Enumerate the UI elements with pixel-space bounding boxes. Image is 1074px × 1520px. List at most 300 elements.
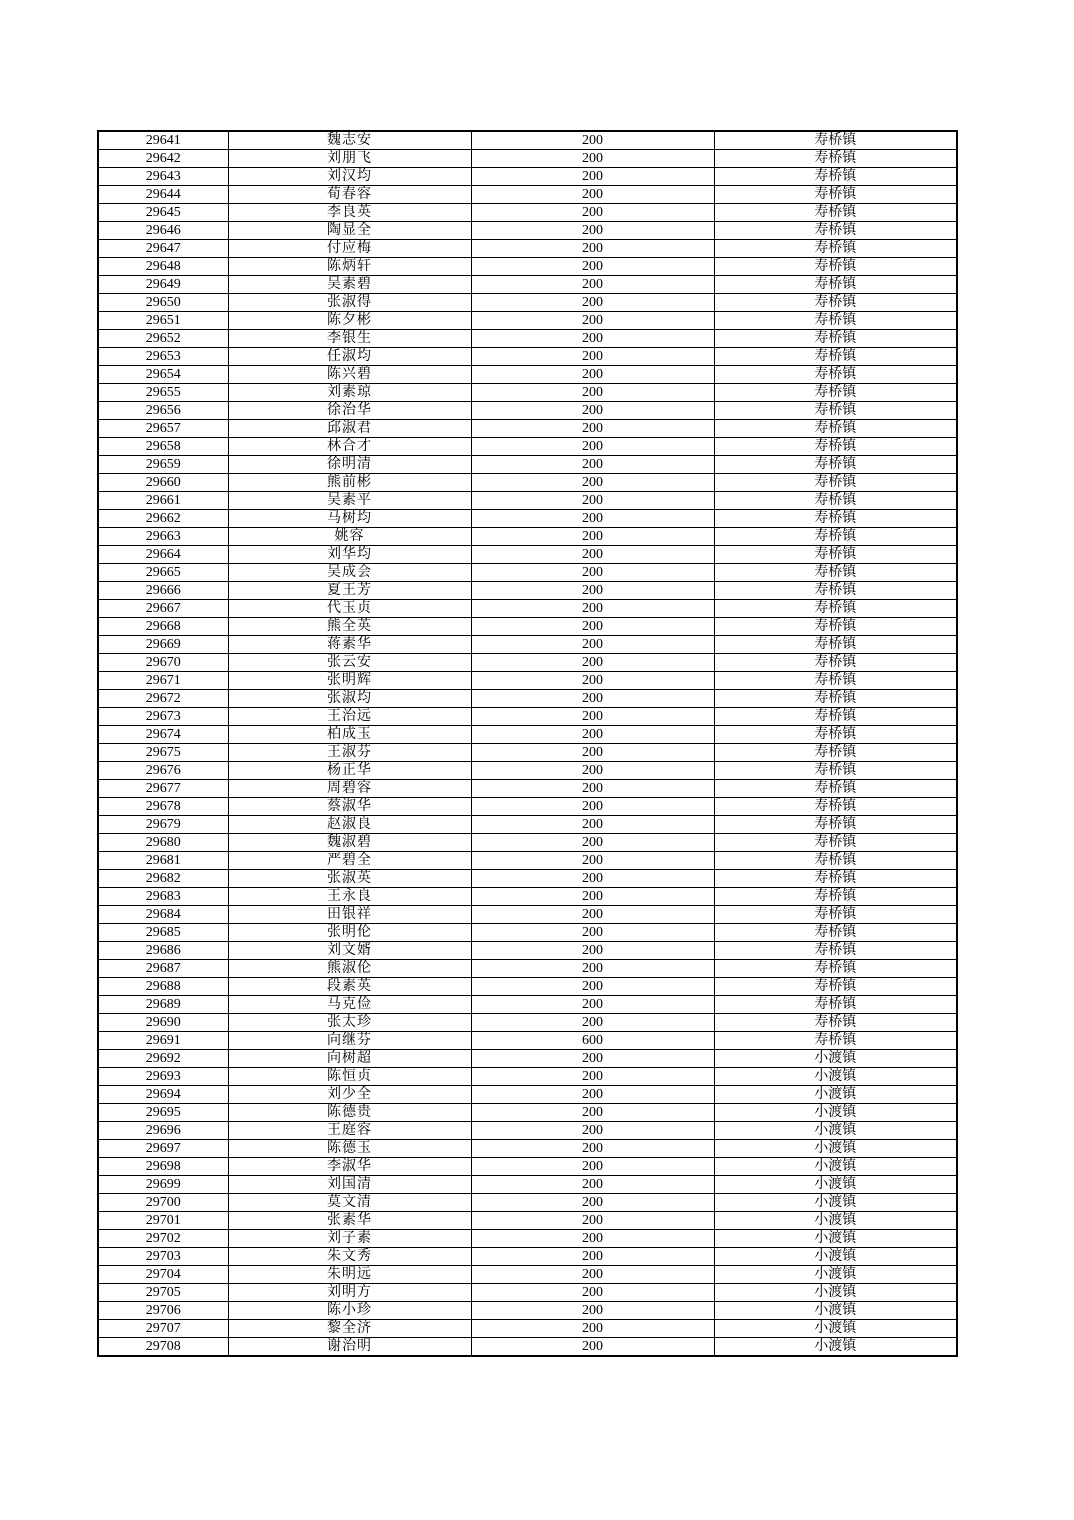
name-cell: 张太珍 [228, 1014, 471, 1032]
id-cell: 29697 [98, 1140, 228, 1158]
town-cell: 寿桥镇 [714, 600, 957, 618]
town-cell: 寿桥镇 [714, 708, 957, 726]
table-row [98, 1104, 957, 1122]
table-row [98, 1338, 957, 1357]
town-cell: 寿桥镇 [714, 1014, 957, 1032]
id-cell: 29676 [98, 762, 228, 780]
name-cell: 严碧全 [228, 852, 471, 870]
amount-cell: 200 [471, 528, 714, 546]
town-cell: 寿桥镇 [714, 186, 957, 204]
id-cell: 29700 [98, 1194, 228, 1212]
amount-cell: 200 [471, 1014, 714, 1032]
amount-cell: 200 [471, 384, 714, 402]
table-row [98, 204, 957, 222]
amount-cell: 200 [471, 672, 714, 690]
id-cell: 29703 [98, 1248, 228, 1266]
table-row [98, 960, 957, 978]
town-cell: 寿桥镇 [714, 960, 957, 978]
name-cell: 陈德贵 [228, 1104, 471, 1122]
table-row [98, 402, 957, 420]
id-cell: 29653 [98, 348, 228, 366]
town-cell: 寿桥镇 [714, 294, 957, 312]
id-cell: 29641 [98, 131, 228, 150]
amount-cell: 200 [471, 168, 714, 186]
table-row [98, 168, 957, 186]
amount-cell: 200 [471, 996, 714, 1014]
id-cell: 29644 [98, 186, 228, 204]
table-row [98, 1122, 957, 1140]
table-row [98, 1014, 957, 1032]
id-cell: 29675 [98, 744, 228, 762]
table-row [98, 690, 957, 708]
name-cell: 朱文秀 [228, 1248, 471, 1266]
name-cell: 吴素碧 [228, 276, 471, 294]
name-cell: 张淑均 [228, 690, 471, 708]
name-cell: 陈炳轩 [228, 258, 471, 276]
town-cell: 小渡镇 [714, 1230, 957, 1248]
amount-cell: 200 [471, 546, 714, 564]
amount-cell: 200 [471, 1338, 714, 1357]
town-cell: 小渡镇 [714, 1086, 957, 1104]
amount-cell: 200 [471, 1230, 714, 1248]
id-cell: 29659 [98, 456, 228, 474]
id-cell: 29656 [98, 402, 228, 420]
amount-cell: 200 [471, 204, 714, 222]
town-cell: 寿桥镇 [714, 384, 957, 402]
id-cell: 29660 [98, 474, 228, 492]
name-cell: 田银祥 [228, 906, 471, 924]
town-cell: 寿桥镇 [714, 672, 957, 690]
id-cell: 29707 [98, 1320, 228, 1338]
table-row [98, 726, 957, 744]
table-row [98, 852, 957, 870]
town-cell: 寿桥镇 [714, 402, 957, 420]
table-row [98, 1086, 957, 1104]
table-row [98, 1140, 957, 1158]
amount-cell: 200 [471, 1212, 714, 1230]
name-cell: 王永良 [228, 888, 471, 906]
name-cell: 付应梅 [228, 240, 471, 258]
table-row [98, 1032, 957, 1050]
id-cell: 29657 [98, 420, 228, 438]
amount-cell: 200 [471, 240, 714, 258]
town-cell: 寿桥镇 [714, 168, 957, 186]
amount-cell: 200 [471, 600, 714, 618]
name-cell: 张明辉 [228, 672, 471, 690]
name-cell: 刘文婿 [228, 942, 471, 960]
table-row [98, 1284, 957, 1302]
name-cell: 陈恒贞 [228, 1068, 471, 1086]
town-cell: 寿桥镇 [714, 870, 957, 888]
id-cell: 29654 [98, 366, 228, 384]
town-cell: 寿桥镇 [714, 564, 957, 582]
id-cell: 29705 [98, 1284, 228, 1302]
amount-cell: 200 [471, 654, 714, 672]
table-row [98, 600, 957, 618]
id-cell: 29708 [98, 1338, 228, 1357]
table-row [98, 186, 957, 204]
id-cell: 29665 [98, 564, 228, 582]
amount-cell: 200 [471, 1122, 714, 1140]
name-cell: 张云安 [228, 654, 471, 672]
town-cell: 寿桥镇 [714, 131, 957, 150]
amount-cell: 200 [471, 492, 714, 510]
name-cell: 陈兴碧 [228, 366, 471, 384]
table-row [98, 816, 957, 834]
name-cell: 马克俭 [228, 996, 471, 1014]
id-cell: 29682 [98, 870, 228, 888]
town-cell: 寿桥镇 [714, 978, 957, 996]
amount-cell: 200 [471, 780, 714, 798]
table-row [98, 1212, 957, 1230]
town-cell: 寿桥镇 [714, 816, 957, 834]
town-cell: 寿桥镇 [714, 276, 957, 294]
table-row [98, 348, 957, 366]
town-cell: 寿桥镇 [714, 240, 957, 258]
id-cell: 29650 [98, 294, 228, 312]
town-cell: 寿桥镇 [714, 420, 957, 438]
town-cell: 寿桥镇 [714, 582, 957, 600]
amount-cell: 200 [471, 186, 714, 204]
id-cell: 29649 [98, 276, 228, 294]
id-cell: 29651 [98, 312, 228, 330]
name-cell: 刘子素 [228, 1230, 471, 1248]
name-cell: 任淑均 [228, 348, 471, 366]
town-cell: 寿桥镇 [714, 474, 957, 492]
amount-cell: 200 [471, 798, 714, 816]
id-cell: 29689 [98, 996, 228, 1014]
town-cell: 寿桥镇 [714, 222, 957, 240]
town-cell: 小渡镇 [714, 1320, 957, 1338]
id-cell: 29704 [98, 1266, 228, 1284]
id-cell: 29662 [98, 510, 228, 528]
table-row [98, 564, 957, 582]
town-cell: 寿桥镇 [714, 204, 957, 222]
table-row [98, 276, 957, 294]
id-cell: 29684 [98, 906, 228, 924]
name-cell: 王治远 [228, 708, 471, 726]
amount-cell: 200 [471, 312, 714, 330]
id-cell: 29667 [98, 600, 228, 618]
amount-cell: 200 [471, 420, 714, 438]
town-cell: 寿桥镇 [714, 942, 957, 960]
table-row [98, 654, 957, 672]
table-row [98, 708, 957, 726]
table-row [98, 834, 957, 852]
amount-cell: 200 [471, 744, 714, 762]
name-cell: 徐治华 [228, 402, 471, 420]
id-cell: 29706 [98, 1302, 228, 1320]
table-row [98, 312, 957, 330]
town-cell: 小渡镇 [714, 1050, 957, 1068]
amount-cell: 200 [471, 618, 714, 636]
table-row [98, 492, 957, 510]
town-cell: 寿桥镇 [714, 834, 957, 852]
town-cell: 小渡镇 [714, 1194, 957, 1212]
name-cell: 李良英 [228, 204, 471, 222]
name-cell: 张明伦 [228, 924, 471, 942]
name-cell: 周碧容 [228, 780, 471, 798]
name-cell: 刘国清 [228, 1176, 471, 1194]
amount-cell: 200 [471, 348, 714, 366]
town-cell: 寿桥镇 [714, 924, 957, 942]
table-row [98, 762, 957, 780]
name-cell: 代玉贞 [228, 600, 471, 618]
table-row [98, 996, 957, 1014]
table-row [98, 798, 957, 816]
amount-cell: 200 [471, 294, 714, 312]
table-row [98, 546, 957, 564]
name-cell: 杨正华 [228, 762, 471, 780]
table-row [98, 222, 957, 240]
table-body [98, 131, 957, 1356]
table-row [98, 258, 957, 276]
amount-cell: 200 [471, 834, 714, 852]
id-cell: 29691 [98, 1032, 228, 1050]
id-cell: 29642 [98, 150, 228, 168]
amount-cell: 200 [471, 150, 714, 168]
name-cell: 熊淑伦 [228, 960, 471, 978]
town-cell: 寿桥镇 [714, 492, 957, 510]
name-cell: 向继芬 [228, 1032, 471, 1050]
record-table [97, 130, 958, 1357]
table-row [98, 1302, 957, 1320]
table-row [98, 978, 957, 996]
id-cell: 29643 [98, 168, 228, 186]
table-row [98, 942, 957, 960]
amount-cell: 200 [471, 258, 714, 276]
id-cell: 29669 [98, 636, 228, 654]
id-cell: 29686 [98, 942, 228, 960]
table-row [98, 888, 957, 906]
id-cell: 29648 [98, 258, 228, 276]
amount-cell: 200 [471, 978, 714, 996]
amount-cell: 200 [471, 1050, 714, 1068]
name-cell: 陈德玉 [228, 1140, 471, 1158]
name-cell: 刘少全 [228, 1086, 471, 1104]
name-cell: 王庭容 [228, 1122, 471, 1140]
town-cell: 小渡镇 [714, 1266, 957, 1284]
town-cell: 小渡镇 [714, 1284, 957, 1302]
table-row [98, 1158, 957, 1176]
id-cell: 29685 [98, 924, 228, 942]
town-cell: 寿桥镇 [714, 348, 957, 366]
name-cell: 张素华 [228, 1212, 471, 1230]
id-cell: 29677 [98, 780, 228, 798]
name-cell: 王淑芬 [228, 744, 471, 762]
table-row [98, 330, 957, 348]
name-cell: 蒋素华 [228, 636, 471, 654]
table-row [98, 510, 957, 528]
name-cell: 徐明清 [228, 456, 471, 474]
name-cell: 谢治明 [228, 1338, 471, 1357]
amount-cell: 200 [471, 1194, 714, 1212]
id-cell: 29695 [98, 1104, 228, 1122]
table-row [98, 906, 957, 924]
town-cell: 寿桥镇 [714, 690, 957, 708]
amount-cell: 200 [471, 906, 714, 924]
name-cell: 张淑得 [228, 294, 471, 312]
table-row [98, 636, 957, 654]
amount-cell: 200 [471, 1248, 714, 1266]
amount-cell: 200 [471, 366, 714, 384]
amount-cell: 200 [471, 942, 714, 960]
id-cell: 29646 [98, 222, 228, 240]
amount-cell: 200 [471, 960, 714, 978]
table-row [98, 1068, 957, 1086]
amount-cell: 200 [471, 636, 714, 654]
name-cell: 陈夕彬 [228, 312, 471, 330]
town-cell: 小渡镇 [714, 1068, 957, 1086]
amount-cell: 200 [471, 582, 714, 600]
amount-cell: 200 [471, 1302, 714, 1320]
name-cell: 刘汉均 [228, 168, 471, 186]
name-cell: 荀春容 [228, 186, 471, 204]
town-cell: 寿桥镇 [714, 150, 957, 168]
table-row [98, 438, 957, 456]
id-cell: 29679 [98, 816, 228, 834]
id-cell: 29683 [98, 888, 228, 906]
name-cell: 熊前彬 [228, 474, 471, 492]
name-cell: 张淑英 [228, 870, 471, 888]
id-cell: 29681 [98, 852, 228, 870]
town-cell: 寿桥镇 [714, 528, 957, 546]
id-cell: 29674 [98, 726, 228, 744]
name-cell: 朱明远 [228, 1266, 471, 1284]
name-cell: 马树均 [228, 510, 471, 528]
amount-cell: 200 [471, 510, 714, 528]
id-cell: 29688 [98, 978, 228, 996]
id-cell: 29664 [98, 546, 228, 564]
name-cell: 魏志安 [228, 131, 471, 150]
id-cell: 29693 [98, 1068, 228, 1086]
town-cell: 寿桥镇 [714, 330, 957, 348]
town-cell: 寿桥镇 [714, 798, 957, 816]
amount-cell: 200 [471, 816, 714, 834]
amount-cell: 200 [471, 1320, 714, 1338]
table-row [98, 456, 957, 474]
name-cell: 蔡淑华 [228, 798, 471, 816]
town-cell: 小渡镇 [714, 1212, 957, 1230]
town-cell: 寿桥镇 [714, 888, 957, 906]
town-cell: 寿桥镇 [714, 780, 957, 798]
name-cell: 夏王芳 [228, 582, 471, 600]
table-row [98, 1230, 957, 1248]
id-cell: 29701 [98, 1212, 228, 1230]
id-cell: 29671 [98, 672, 228, 690]
town-cell: 寿桥镇 [714, 312, 957, 330]
town-cell: 寿桥镇 [714, 996, 957, 1014]
town-cell: 小渡镇 [714, 1302, 957, 1320]
town-cell: 寿桥镇 [714, 726, 957, 744]
town-cell: 寿桥镇 [714, 438, 957, 456]
name-cell: 李银生 [228, 330, 471, 348]
town-cell: 寿桥镇 [714, 1032, 957, 1050]
name-cell: 刘明方 [228, 1284, 471, 1302]
name-cell: 赵淑良 [228, 816, 471, 834]
id-cell: 29699 [98, 1176, 228, 1194]
id-cell: 29694 [98, 1086, 228, 1104]
id-cell: 29658 [98, 438, 228, 456]
amount-cell: 200 [471, 852, 714, 870]
amount-cell: 200 [471, 276, 714, 294]
id-cell: 29655 [98, 384, 228, 402]
table-row [98, 1320, 957, 1338]
id-cell: 29663 [98, 528, 228, 546]
table-row [98, 240, 957, 258]
table-row [98, 1266, 957, 1284]
id-cell: 29668 [98, 618, 228, 636]
name-cell: 段素英 [228, 978, 471, 996]
amount-cell: 200 [471, 1140, 714, 1158]
amount-cell: 200 [471, 438, 714, 456]
town-cell: 小渡镇 [714, 1104, 957, 1122]
id-cell: 29687 [98, 960, 228, 978]
name-cell: 熊全英 [228, 618, 471, 636]
table-row [98, 294, 957, 312]
name-cell: 陶显全 [228, 222, 471, 240]
amount-cell: 200 [471, 1086, 714, 1104]
id-cell: 29692 [98, 1050, 228, 1068]
id-cell: 29678 [98, 798, 228, 816]
amount-cell: 200 [471, 222, 714, 240]
town-cell: 寿桥镇 [714, 366, 957, 384]
town-cell: 寿桥镇 [714, 258, 957, 276]
name-cell: 林合才 [228, 438, 471, 456]
name-cell: 向树超 [228, 1050, 471, 1068]
table-row [98, 744, 957, 762]
town-cell: 小渡镇 [714, 1158, 957, 1176]
name-cell: 陈小珍 [228, 1302, 471, 1320]
table-row [98, 618, 957, 636]
table-row [98, 366, 957, 384]
name-cell: 李淑华 [228, 1158, 471, 1176]
town-cell: 寿桥镇 [714, 546, 957, 564]
name-cell: 刘华均 [228, 546, 471, 564]
id-cell: 29698 [98, 1158, 228, 1176]
id-cell: 29666 [98, 582, 228, 600]
town-cell: 小渡镇 [714, 1338, 957, 1357]
town-cell: 寿桥镇 [714, 762, 957, 780]
id-cell: 29645 [98, 204, 228, 222]
table-row [98, 870, 957, 888]
name-cell: 刘素琼 [228, 384, 471, 402]
name-cell: 魏淑碧 [228, 834, 471, 852]
name-cell: 刘朋飞 [228, 150, 471, 168]
name-cell: 邱淑君 [228, 420, 471, 438]
amount-cell: 200 [471, 1104, 714, 1122]
amount-cell: 200 [471, 1176, 714, 1194]
town-cell: 小渡镇 [714, 1140, 957, 1158]
amount-cell: 200 [471, 762, 714, 780]
id-cell: 29661 [98, 492, 228, 510]
table-row [98, 131, 957, 150]
name-cell: 吴成会 [228, 564, 471, 582]
town-cell: 寿桥镇 [714, 618, 957, 636]
town-cell: 小渡镇 [714, 1248, 957, 1266]
id-cell: 29690 [98, 1014, 228, 1032]
amount-cell: 200 [471, 1068, 714, 1086]
amount-cell: 200 [471, 870, 714, 888]
table-row [98, 1248, 957, 1266]
town-cell: 寿桥镇 [714, 852, 957, 870]
town-cell: 寿桥镇 [714, 654, 957, 672]
table-row [98, 1176, 957, 1194]
table-row [98, 924, 957, 942]
id-cell: 29680 [98, 834, 228, 852]
id-cell: 29673 [98, 708, 228, 726]
amount-cell: 200 [471, 1284, 714, 1302]
